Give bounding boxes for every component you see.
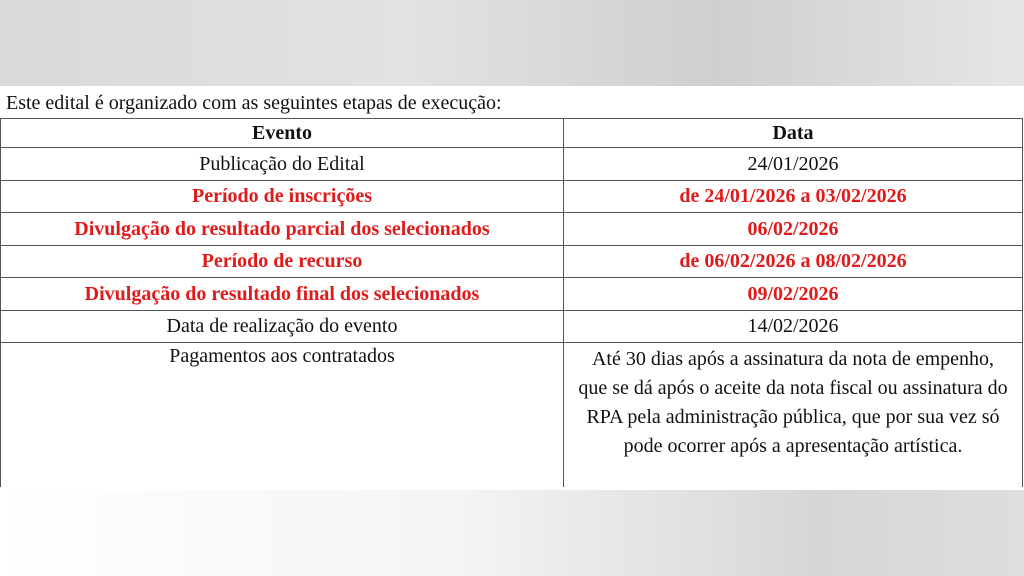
header-data: Data (564, 119, 1023, 148)
bottom-blur-band (0, 490, 1024, 576)
table-row (1, 278, 1023, 311)
event-cell: Publicação do Edital (1, 148, 564, 181)
table-row (1, 310, 1023, 343)
table-row (1, 148, 1023, 181)
table-row (1, 213, 1023, 246)
date-cell: 09/02/2026 (564, 278, 1023, 311)
date-cell: 24/01/2026 (564, 148, 1023, 181)
event-cell: Período de recurso (1, 245, 564, 278)
table-row (1, 343, 1023, 488)
table-header-row (1, 119, 1023, 148)
top-blur-band (0, 0, 1024, 86)
event-cell: Divulgação do resultado parcial dos selecionados (1, 213, 564, 246)
document-excerpt (0, 86, 1024, 490)
table-row (1, 180, 1023, 213)
event-cell: Pagamentos aos contratados (1, 343, 564, 488)
intro-text: Este edital é organizado com as seguintes etapas de execução: (6, 92, 502, 114)
date-cell: 06/02/2026 (564, 213, 1023, 246)
header-evento: Evento (1, 119, 564, 148)
table-row (1, 245, 1023, 278)
event-cell: Período de inscrições (1, 180, 564, 213)
schedule-table (0, 118, 1023, 487)
date-cell: de 24/01/2026 a 03/02/2026 (564, 180, 1023, 213)
date-cell-payment-terms: Até 30 dias após a assinatura da nota de empenho, que se dá após o aceite da nota fiscal ou assinatura do RPA pela administração pública, que por sua vez só pode ocorrer após a apresentação artística. (564, 343, 1023, 488)
date-cell: de 06/02/2026 a 08/02/2026 (564, 245, 1023, 278)
date-cell: 14/02/2026 (564, 310, 1023, 343)
event-cell: Divulgação do resultado final dos selecionados (1, 278, 564, 311)
event-cell: Data de realização do evento (1, 310, 564, 343)
